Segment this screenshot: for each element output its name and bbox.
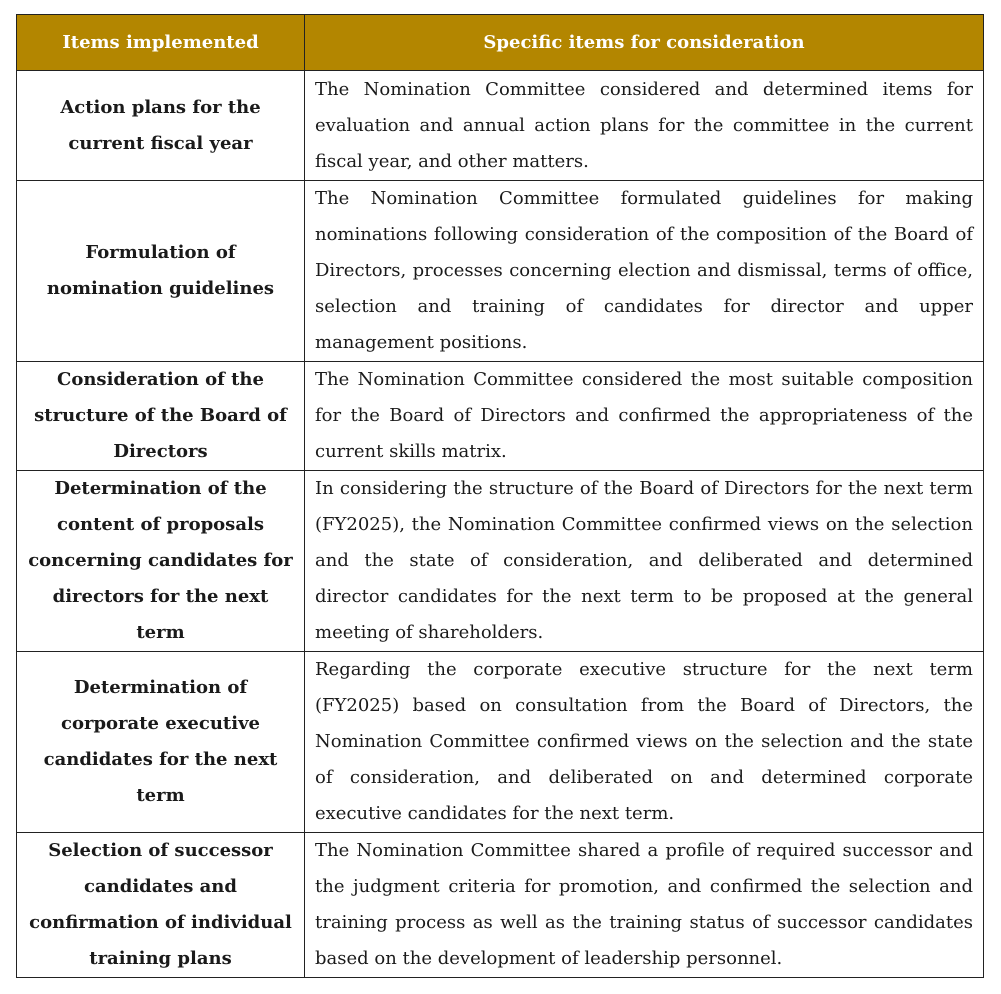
item-cell: Consideration of the structure of the Board of Directors bbox=[17, 362, 305, 471]
desc-cell: The Nomination Committee considered the most suitable composition for the Board of Directors and confirmed the appropriateness of the current skills matrix. bbox=[305, 362, 984, 471]
desc-cell: Regarding the corporate executive structure for the next term (FY2025) based on consultation from the Board of Directors, the Nomination Committee confirmed views on the selection and the state of consideration, and deliberated on and determined corporate executive candidates for the next term. bbox=[305, 652, 984, 833]
desc-cell: The Nomination Committee shared a profile of required successor and the judgment criteria for promotion, and confirmed the selection and training process as well as the training status of successor candidates based on the development of leadership personnel. bbox=[305, 833, 984, 978]
header-specific-items: Specific items for consideration bbox=[305, 15, 984, 71]
table-row bbox=[17, 471, 984, 652]
table-row bbox=[17, 833, 984, 978]
nomination-committee-table bbox=[16, 14, 984, 978]
table-header-row bbox=[17, 15, 984, 71]
header-items-implemented: Items implemented bbox=[17, 15, 305, 71]
item-cell: Action plans for the current fiscal year bbox=[17, 71, 305, 181]
desc-cell: The Nomination Committee considered and determined items for evaluation and annual action plans for the committee in the current fiscal year, and other matters. bbox=[305, 71, 984, 181]
desc-cell: The Nomination Committee formulated guidelines for making nominations following consideration of the composition of the Board of Directors, processes concerning election and dismissal, terms of office, selection and training of candidates for director and upper management positions. bbox=[305, 181, 984, 362]
item-cell: Formulation of nomination guidelines bbox=[17, 181, 305, 362]
table-row bbox=[17, 652, 984, 833]
table-row bbox=[17, 362, 984, 471]
desc-cell: In considering the structure of the Board of Directors for the next term (FY2025), the Nomination Committee confirmed views on the selection and the state of consideration, and deliberated and determined director candidates for the next term to be proposed at the general meeting of shareholders. bbox=[305, 471, 984, 652]
table-row bbox=[17, 181, 984, 362]
item-cell: Selection of successor candidates and confirmation of individual training plans bbox=[17, 833, 305, 978]
table-row bbox=[17, 71, 984, 181]
item-cell: Determination of the content of proposals concerning candidates for directors for the next term bbox=[17, 471, 305, 652]
item-cell: Determination of corporate executive candidates for the next term bbox=[17, 652, 305, 833]
